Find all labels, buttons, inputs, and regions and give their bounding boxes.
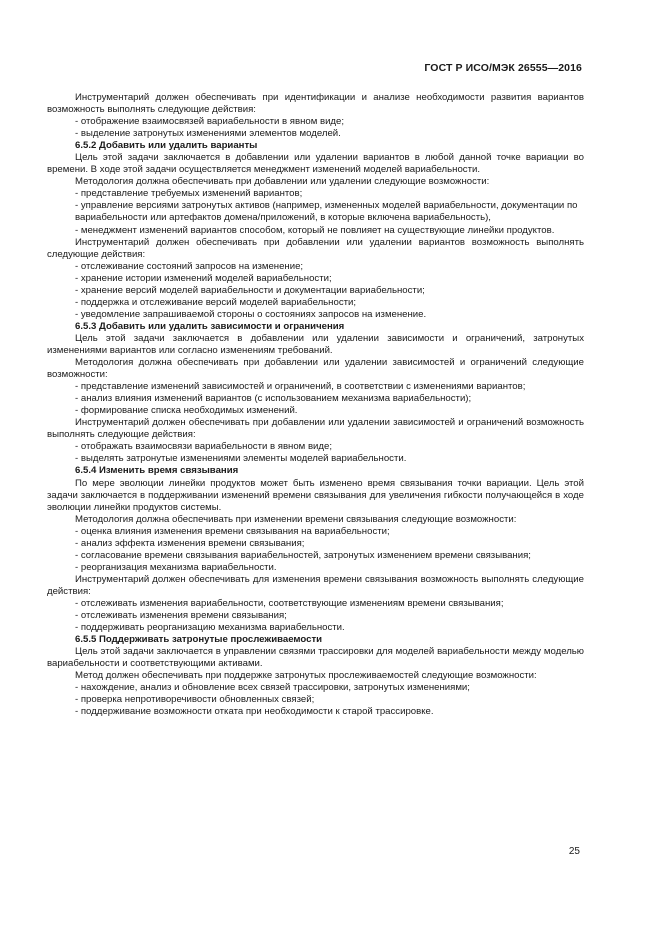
paragraph: Цель этой задачи заключается в добавлении или удалении зависимости и ограничений, затронутых изменениями вариантов или согласно изменениям требований. <box>47 332 584 356</box>
paragraph: Методология должна обеспечивать при добавлении или удалении зависимостей и ограничений следующие возможности: <box>47 357 584 381</box>
list-item: - оценка влияния изменения времени связывания на вариабельности; <box>75 525 390 537</box>
list-item: - управление версиями затронутых активов (например, измененных моделей вариабельности, документации по вариабельности или артефактов домена/приложений, в которые включена вариабельность), <box>75 200 578 224</box>
paragraph: Инструментарий должен обеспечивать при добавлении или удалении зависимостей и ограничений возможность выполнять следующие действия: <box>47 417 584 441</box>
list-item: - нахождение, анализ и обновление всех связей трассировки, затронутых изменениями; <box>75 682 470 694</box>
section-heading: 6.5.2 Добавить или удалить варианты <box>75 140 258 152</box>
list-item: - проверка непротиворечивости обновленных связей; <box>75 694 315 706</box>
paragraph: По мере эволюции линейки продуктов может быть изменено время связывания точки вариации. Цель этой задачи заключается в поддерживании изменений времени связывания для увеличения гибкости получающейся в ходе эволюции линейки продуктов системы. <box>47 477 584 513</box>
list-item: - уведомление запрашиваемой стороны о состояниях запросов на изменение. <box>75 308 427 320</box>
list-item: - выделение затронутых изменениями элементов моделей. <box>75 128 341 140</box>
list-item: - отслеживание состояний запросов на изменение; <box>75 260 304 272</box>
page-number: 25 <box>568 846 580 857</box>
section-heading: 6.5.5 Поддерживать затронутые прослеживаемости <box>75 634 323 646</box>
paragraph: Инструментарий должен обеспечивать при идентификации и анализе необходимости развития вариантов возможность выполнять следующие действия: <box>47 92 584 116</box>
paragraph: Методология должна обеспечивать при добавлении или удалении следующие возможности: <box>75 176 490 188</box>
section-heading: 6.5.3 Добавить или удалить зависимости и ограничения <box>75 320 345 332</box>
list-item: - отслеживать изменения вариабельности, соответствующие изменениям времени связывания; <box>75 597 504 609</box>
list-item: - реорганизация механизма вариабельности. <box>75 561 277 573</box>
list-item: - хранение версий моделей вариабельности и документации вариабельности; <box>75 284 425 296</box>
paragraph: Инструментарий должен обеспечивать при добавлении или удалении вариантов возможность выполнять следующие действия: <box>47 236 584 260</box>
list-item: - менеджмент изменений вариантов способом, который не повлияет на существующие линейки продуктов. <box>75 224 555 236</box>
list-item: - отображать взаимосвязи вариабельности в явном виде; <box>75 441 332 453</box>
list-item: - согласование времени связывания вариабельностей, затронутых изменением времени связывания; <box>75 549 531 561</box>
paragraph: Метод должен обеспечивать при поддержке затронутых прослеживаемостей следующие возможности: <box>75 670 537 682</box>
paragraph: Цель этой задачи заключается в управлении связями трассировки для моделей вариабельности между моделью вариабельности и соответствующими активами. <box>47 646 584 670</box>
list-item: - отслеживать изменения времени связывания; <box>75 610 287 622</box>
document-header: ГОСТ Р ИСО/МЭК 26555—2016 <box>424 62 582 74</box>
list-item: - представление изменений зависимостей и ограничений, в соответствии с изменениями вариантов; <box>75 381 526 393</box>
list-item: - формирование списка необходимых изменений. <box>75 405 298 417</box>
list-item: - хранение истории изменений моделей вариабельности; <box>75 272 332 284</box>
list-item: - поддерживать реорганизацию механизма вариабельности. <box>75 622 345 634</box>
list-item: - отображение взаимосвязей вариабельности в явном виде; <box>75 116 345 128</box>
paragraph: Цель этой задачи заключается в добавлении или удалении вариантов в любой данной точке вариации во времени. В ходе этой задачи осуществляется менеджмент изменений моделей вариабельности. <box>47 152 584 176</box>
section-heading: 6.5.4 Изменить время связывания <box>75 465 239 477</box>
document-body <box>47 92 584 718</box>
paragraph: Инструментарий должен обеспечивать для изменения времени связывания возможность выполнять следующие действия: <box>47 573 584 597</box>
list-item: - поддержка и отслеживание версий моделей вариабельности; <box>75 296 357 308</box>
paragraph: Методология должна обеспечивать при изменении времени связывания следующие возможности: <box>75 513 517 525</box>
list-item: - анализ влияния изменений вариантов (с использованием механизма вариабельности); <box>75 393 472 405</box>
list-item: - анализ эффекта изменения времени связывания; <box>75 537 305 549</box>
list-item: - выделять затронутые изменениями элементы моделей вариабельности. <box>75 453 407 465</box>
list-item: - представление требуемых изменений вариантов; <box>75 188 303 200</box>
list-item: - поддерживание возможности отката при необходимости к старой трассировке. <box>75 706 434 718</box>
